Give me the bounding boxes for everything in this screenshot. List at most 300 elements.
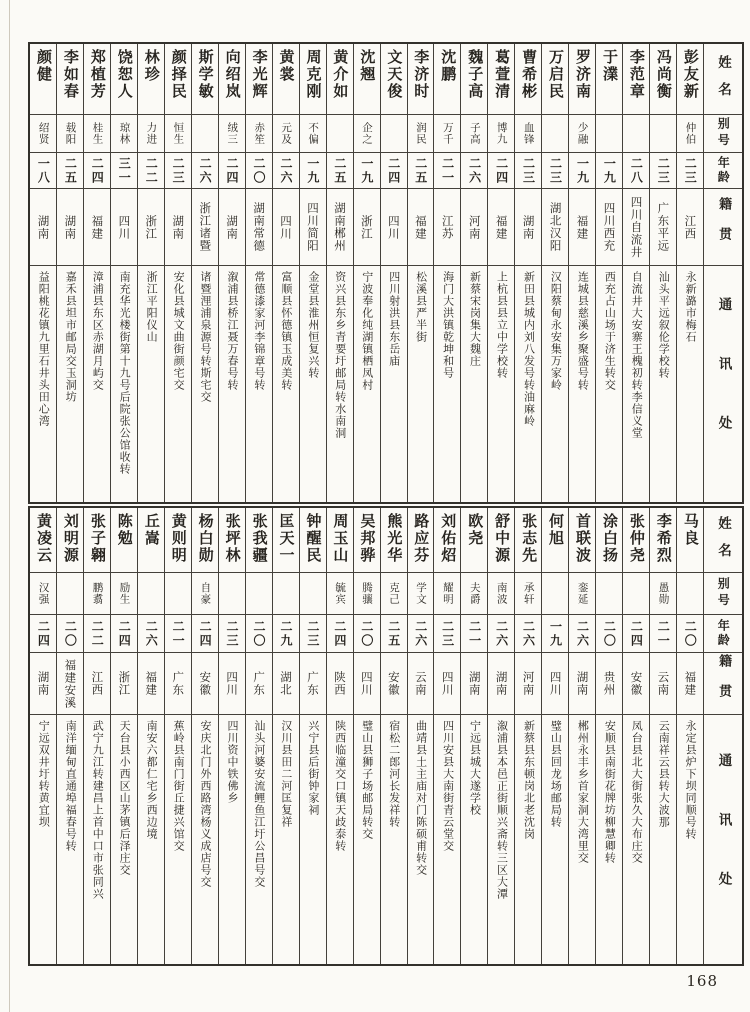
person-address: 云南祥云县转大波那 xyxy=(657,720,671,828)
person-alias: 载阳 xyxy=(64,122,77,145)
person-name: 张志先 xyxy=(520,513,539,564)
person-name-cell xyxy=(165,44,191,114)
person-native-cell xyxy=(461,652,487,714)
person-age: 二九 xyxy=(278,619,293,648)
person-name-cell xyxy=(623,44,649,114)
person-age-cell xyxy=(596,614,622,652)
person-native-cell xyxy=(569,188,595,265)
person-column xyxy=(191,508,218,964)
person-native: 浙江 xyxy=(359,214,374,240)
person-alias-cell xyxy=(650,572,676,614)
person-column xyxy=(30,508,56,964)
person-age: 二三 xyxy=(656,156,671,185)
person-native: 浙江 xyxy=(144,214,159,240)
person-address: 汕头平远叙伦学校转 xyxy=(657,271,671,379)
person-address-cell xyxy=(192,265,218,502)
header-column xyxy=(703,508,742,964)
header-native-label: 籍贯 xyxy=(716,653,732,714)
person-name: 陈勉 xyxy=(115,513,134,547)
person-column xyxy=(595,508,622,964)
person-native-cell xyxy=(111,188,137,265)
person-age-cell xyxy=(408,152,434,188)
person-address-cell xyxy=(515,265,541,502)
person-address-cell xyxy=(84,265,110,502)
person-name-cell xyxy=(569,508,595,572)
person-name-cell xyxy=(381,508,407,572)
person-alias-cell xyxy=(542,114,568,152)
person-name: 何旭 xyxy=(547,513,566,547)
person-name: 颜择民 xyxy=(169,49,188,100)
person-alias-cell xyxy=(623,114,649,152)
person-name-cell xyxy=(650,44,676,114)
person-age-cell xyxy=(111,152,137,188)
person-alias-cell xyxy=(111,114,137,152)
person-address: 浙江平阳仪山 xyxy=(145,271,159,343)
person-age-cell xyxy=(219,152,245,188)
person-native-cell xyxy=(488,652,514,714)
person-name-cell xyxy=(111,44,137,114)
person-native-cell xyxy=(650,188,676,265)
person-age: 二四 xyxy=(494,156,509,185)
person-age: 二六 xyxy=(575,619,590,648)
person-age: 二二 xyxy=(144,156,159,185)
person-age: 二三 xyxy=(521,156,536,185)
person-name: 文天俊 xyxy=(385,49,404,100)
person-address: 常德漆家河李锦章号转 xyxy=(252,271,266,391)
person-alias-cell xyxy=(246,572,272,614)
person-alias: 元及 xyxy=(280,122,293,145)
person-alias-cell xyxy=(300,572,326,614)
person-name-cell xyxy=(569,44,595,114)
person-column xyxy=(137,508,164,964)
header-native-cell xyxy=(704,652,742,714)
person-name: 吴邦骅 xyxy=(358,513,377,564)
person-native: 四川 xyxy=(359,671,374,696)
person-name-cell xyxy=(327,44,353,114)
person-name-cell xyxy=(461,44,487,114)
person-column xyxy=(541,508,568,964)
person-age: 二四 xyxy=(117,619,132,648)
person-address: 宁波奉化纯湖镇栖凤村 xyxy=(360,271,374,391)
person-native-cell xyxy=(138,188,164,265)
person-alias-cell xyxy=(138,114,164,152)
person-column xyxy=(541,44,568,502)
person-alias-cell xyxy=(408,572,434,614)
person-address-cell xyxy=(273,265,299,502)
person-address: 汉川县田二河匡复祥 xyxy=(279,720,293,828)
person-age-cell xyxy=(57,614,83,652)
person-native-cell xyxy=(515,652,541,714)
person-alias: 少融 xyxy=(576,122,589,145)
person-age-cell xyxy=(84,614,110,652)
person-name-cell xyxy=(515,44,541,114)
person-alias: 恒生 xyxy=(172,122,185,145)
person-address-cell xyxy=(300,714,326,964)
person-column xyxy=(164,508,191,964)
person-name: 张我疆 xyxy=(250,513,269,564)
person-name: 刘佑炤 xyxy=(439,513,458,564)
person-age: 二四 xyxy=(386,156,401,185)
person-name-cell xyxy=(57,44,83,114)
person-native: 湖南 xyxy=(171,214,186,240)
person-address: 新蔡县东顿岗北老沈岗 xyxy=(522,720,536,840)
person-name: 郑植芳 xyxy=(88,49,107,100)
person-alias-cell xyxy=(434,114,460,152)
person-alias: 南波 xyxy=(495,582,508,605)
person-alias-cell xyxy=(30,572,56,614)
person-native-cell xyxy=(192,652,218,714)
person-age-cell xyxy=(57,152,83,188)
person-age-cell xyxy=(300,152,326,188)
person-age-cell xyxy=(677,152,703,188)
person-address: 漳浦县东区赤湖月屿交 xyxy=(91,271,105,391)
person-column xyxy=(460,44,487,502)
person-age-cell xyxy=(192,614,218,652)
person-name-cell xyxy=(30,44,56,114)
person-alias-cell xyxy=(650,114,676,152)
person-address-cell xyxy=(461,265,487,502)
person-alias: 学文 xyxy=(414,582,427,605)
person-alias-cell xyxy=(623,572,649,614)
person-address: 蕉岭县南门街丘捷兴馆交 xyxy=(172,720,186,852)
person-column xyxy=(245,508,272,964)
person-name: 于澲 xyxy=(600,49,619,83)
page-number: 168 xyxy=(686,972,718,990)
person-age-cell xyxy=(515,152,541,188)
person-address-cell xyxy=(596,265,622,502)
person-alias-cell xyxy=(381,114,407,152)
person-name-cell xyxy=(192,508,218,572)
person-address: 宁远县城大遂学校 xyxy=(468,720,482,816)
person-column xyxy=(353,508,380,964)
person-native-cell xyxy=(650,652,676,714)
person-native: 广东平远 xyxy=(656,202,671,252)
person-native: 四川简阳 xyxy=(306,202,320,252)
person-alias: 仲伯 xyxy=(684,122,697,145)
person-name-cell xyxy=(596,508,622,572)
person-alias: 励生 xyxy=(118,582,131,605)
person-native-cell xyxy=(84,188,110,265)
person-native: 湖南常德 xyxy=(252,202,267,252)
person-alias: 赤笙 xyxy=(253,122,266,145)
person-native: 河南 xyxy=(521,671,536,696)
person-address-cell xyxy=(111,265,137,502)
person-alias: 博九 xyxy=(495,122,508,145)
person-native-cell xyxy=(434,188,460,265)
person-age: 二〇 xyxy=(359,619,374,648)
person-address: 汕头河婆安流鲤鱼江圩公昌号交 xyxy=(252,720,266,888)
person-name-cell xyxy=(542,44,568,114)
person-alias-cell xyxy=(515,572,541,614)
header-alias-cell xyxy=(704,114,742,152)
person-native-cell xyxy=(165,188,191,265)
person-name-cell xyxy=(515,508,541,572)
person-age: 二四 xyxy=(90,156,105,185)
person-alias-cell xyxy=(354,114,380,152)
header-name-cell xyxy=(704,44,742,114)
person-address-cell xyxy=(84,714,110,964)
person-age-cell xyxy=(434,614,460,652)
person-native: 湖南 xyxy=(36,214,51,240)
person-column xyxy=(326,508,353,964)
header-name-label: 姓名 xyxy=(715,54,732,109)
person-name: 黄介如 xyxy=(331,49,350,100)
person-name-cell xyxy=(300,508,326,572)
person-age-cell xyxy=(273,152,299,188)
person-alias-cell xyxy=(165,572,191,614)
person-column xyxy=(326,44,353,502)
person-address-cell xyxy=(515,714,541,964)
person-name-cell xyxy=(434,508,460,572)
person-age: 二五 xyxy=(386,619,401,648)
person-address: 永定县炉下坝同顺号转 xyxy=(684,720,698,840)
person-native: 四川西充 xyxy=(602,202,617,252)
person-name: 斯学敏 xyxy=(196,49,215,100)
person-alias: 不偏 xyxy=(307,122,320,145)
person-address: 南安六都仁宅乡西边境 xyxy=(145,720,159,840)
person-age-cell xyxy=(569,614,595,652)
person-alias-cell xyxy=(488,114,514,152)
person-address-cell xyxy=(165,714,191,964)
person-address-cell xyxy=(327,714,353,964)
person-column xyxy=(353,44,380,502)
person-age-cell xyxy=(30,152,56,188)
person-name: 刘明源 xyxy=(61,513,80,564)
person-age-cell xyxy=(165,614,191,652)
person-native: 湖北汉阳 xyxy=(548,202,563,252)
person-age: 二三 xyxy=(305,619,320,648)
person-native: 广东 xyxy=(306,671,320,696)
person-name: 魏子高 xyxy=(466,49,485,100)
person-native-cell xyxy=(461,188,487,265)
person-name: 罗济南 xyxy=(574,49,592,100)
person-age: 二六 xyxy=(144,619,159,648)
person-column xyxy=(110,44,137,502)
person-native-cell xyxy=(165,652,191,714)
person-name: 李希烈 xyxy=(654,513,673,564)
person-native: 浙江诸暨 xyxy=(198,202,213,252)
person-native: 四川 xyxy=(225,671,240,696)
person-native: 湖北 xyxy=(279,671,294,696)
person-name: 周玉山 xyxy=(331,513,350,564)
person-alias-cell xyxy=(488,572,514,614)
person-name: 万启民 xyxy=(547,49,566,100)
person-alias-cell xyxy=(515,114,541,152)
person-name: 周克刚 xyxy=(304,49,323,100)
person-column xyxy=(83,508,110,964)
person-address-cell xyxy=(650,265,676,502)
person-alias-cell xyxy=(300,114,326,152)
person-alias: 桂生 xyxy=(91,122,104,145)
person-column xyxy=(56,44,83,502)
person-age-cell xyxy=(408,614,434,652)
person-name-cell xyxy=(327,508,353,572)
person-column xyxy=(164,44,191,502)
person-age-cell xyxy=(381,614,407,652)
person-name: 沈翘 xyxy=(358,49,377,83)
header-address-cell xyxy=(704,265,742,502)
header-name-cell xyxy=(704,508,742,572)
person-age-cell xyxy=(542,614,568,652)
person-age: 二三 xyxy=(171,156,186,185)
person-name: 黄裳 xyxy=(277,49,296,83)
person-age: 二〇 xyxy=(63,619,78,648)
person-native-cell xyxy=(300,188,326,265)
person-name-cell xyxy=(57,508,83,572)
person-native: 福建 xyxy=(413,214,428,240)
person-address-cell xyxy=(677,265,703,502)
person-age: 二四 xyxy=(629,619,644,648)
person-native: 湖南 xyxy=(494,671,509,696)
person-name-cell xyxy=(623,508,649,572)
person-age-cell xyxy=(111,614,137,652)
person-native: 四川 xyxy=(440,671,455,696)
person-name-cell xyxy=(30,508,56,572)
person-age-cell xyxy=(461,614,487,652)
person-name: 张坪林 xyxy=(223,513,242,564)
person-column xyxy=(272,44,299,502)
person-column xyxy=(218,44,245,502)
person-native: 江西 xyxy=(90,671,105,696)
person-age: 二六 xyxy=(278,156,293,185)
person-name: 李范章 xyxy=(627,49,646,100)
person-address-cell xyxy=(354,265,380,502)
person-native-cell xyxy=(327,652,353,714)
person-age-cell xyxy=(273,614,299,652)
person-name-cell xyxy=(138,508,164,572)
person-age: 二三 xyxy=(683,156,698,185)
person-name: 匡天一 xyxy=(277,513,296,564)
person-name-cell xyxy=(111,508,137,572)
person-age: 二四 xyxy=(332,619,347,648)
person-alias: 腾骧 xyxy=(361,582,374,605)
person-column xyxy=(245,44,272,502)
person-address: 曲靖县土主庙对门陈硕甫转交 xyxy=(414,720,428,876)
person-name-cell xyxy=(596,44,622,114)
person-name: 钟醒民 xyxy=(304,513,323,564)
person-alias-cell xyxy=(677,572,703,614)
person-age: 二五 xyxy=(413,156,428,185)
person-native-cell xyxy=(57,652,83,714)
person-native-cell xyxy=(57,188,83,265)
person-native-cell xyxy=(219,188,245,265)
person-native: 四川自流井 xyxy=(629,195,644,259)
person-alias: 子高 xyxy=(468,122,481,145)
person-alias: 鹏翥 xyxy=(91,582,104,605)
person-address-cell xyxy=(569,265,595,502)
person-native: 贵州 xyxy=(602,671,617,696)
person-column xyxy=(595,44,622,502)
person-age: 二三 xyxy=(225,619,240,648)
person-age: 一九 xyxy=(575,156,590,185)
person-column xyxy=(568,44,595,502)
person-name-cell xyxy=(273,508,299,572)
person-address: 永新潞市梅石 xyxy=(684,271,698,343)
person-column xyxy=(272,508,299,964)
person-native-cell xyxy=(542,652,568,714)
person-alias-cell xyxy=(327,114,353,152)
person-age: 二二 xyxy=(90,619,105,648)
person-native-cell xyxy=(300,652,326,714)
person-native: 湖南 xyxy=(521,214,536,240)
person-address: 嘉禾县坦市邮局交玉洞坊 xyxy=(64,271,78,403)
person-address-cell xyxy=(408,714,434,964)
person-alias: 力进 xyxy=(145,122,158,145)
person-name-cell xyxy=(434,44,460,114)
person-native: 湖南郴州 xyxy=(332,202,347,252)
person-alias-cell xyxy=(165,114,191,152)
person-alias-cell xyxy=(677,114,703,152)
header-age-cell xyxy=(704,152,742,188)
person-native: 陕西 xyxy=(332,671,347,696)
person-alias: 自豪 xyxy=(199,582,212,605)
person-native-cell xyxy=(596,188,622,265)
person-native-cell xyxy=(30,652,56,714)
person-name-cell xyxy=(300,44,326,114)
person-native-cell xyxy=(84,652,110,714)
person-address: 宁远双井圩转黄宜坝 xyxy=(37,720,51,828)
person-address: 南充华光楼街第十九号后院张公馆收转 xyxy=(118,271,132,475)
person-age-cell xyxy=(354,614,380,652)
person-age: 二三 xyxy=(548,156,563,185)
person-name: 李光辉 xyxy=(250,49,269,100)
person-column xyxy=(137,44,164,502)
person-age-cell xyxy=(246,614,272,652)
person-age: 二四 xyxy=(36,619,51,648)
person-native-cell xyxy=(327,188,353,265)
person-column xyxy=(622,44,649,502)
person-age-cell xyxy=(569,152,595,188)
person-address-cell xyxy=(381,265,407,502)
header-native-label: 籍贯 xyxy=(716,197,732,257)
person-native: 福建 xyxy=(144,671,159,696)
person-age: 二四 xyxy=(225,156,240,185)
person-alias-cell xyxy=(84,114,110,152)
person-address-cell xyxy=(488,714,514,964)
person-column xyxy=(676,508,703,964)
person-age-cell xyxy=(354,152,380,188)
person-name: 李如春 xyxy=(61,49,80,100)
person-native-cell xyxy=(219,652,245,714)
person-age-cell xyxy=(192,152,218,188)
header-alias-cell xyxy=(704,572,742,614)
person-age-cell xyxy=(246,152,272,188)
person-alias: 汉强 xyxy=(37,582,50,605)
person-column xyxy=(433,508,460,964)
person-address: 上杭县县立中学校转 xyxy=(495,271,509,379)
person-address-cell xyxy=(246,714,272,964)
person-address: 璧山县回龙场邮局转 xyxy=(549,720,563,828)
person-address: 天台县小西区山茅镇后泽庄交 xyxy=(118,720,132,876)
person-address-cell xyxy=(327,265,353,502)
person-name-cell xyxy=(408,508,434,572)
header-column xyxy=(703,44,742,502)
person-alias-cell xyxy=(219,114,245,152)
person-address-cell xyxy=(623,265,649,502)
person-name-cell xyxy=(542,508,568,572)
person-address-cell xyxy=(434,714,460,964)
person-address: 新田县城内刘八发号转油麻岭 xyxy=(522,271,536,427)
person-age-cell xyxy=(461,152,487,188)
person-alias: 血锋 xyxy=(522,122,535,145)
person-alias-cell xyxy=(111,572,137,614)
person-address: 资兴县东乡青要圩邮局转水南洞 xyxy=(333,271,347,439)
person-native: 湖南 xyxy=(575,671,590,696)
person-age: 二〇 xyxy=(683,619,698,648)
person-column xyxy=(299,508,326,964)
person-age: 二一 xyxy=(467,619,482,648)
person-address: 南洋缅甸直通埠福春号转 xyxy=(64,720,78,852)
